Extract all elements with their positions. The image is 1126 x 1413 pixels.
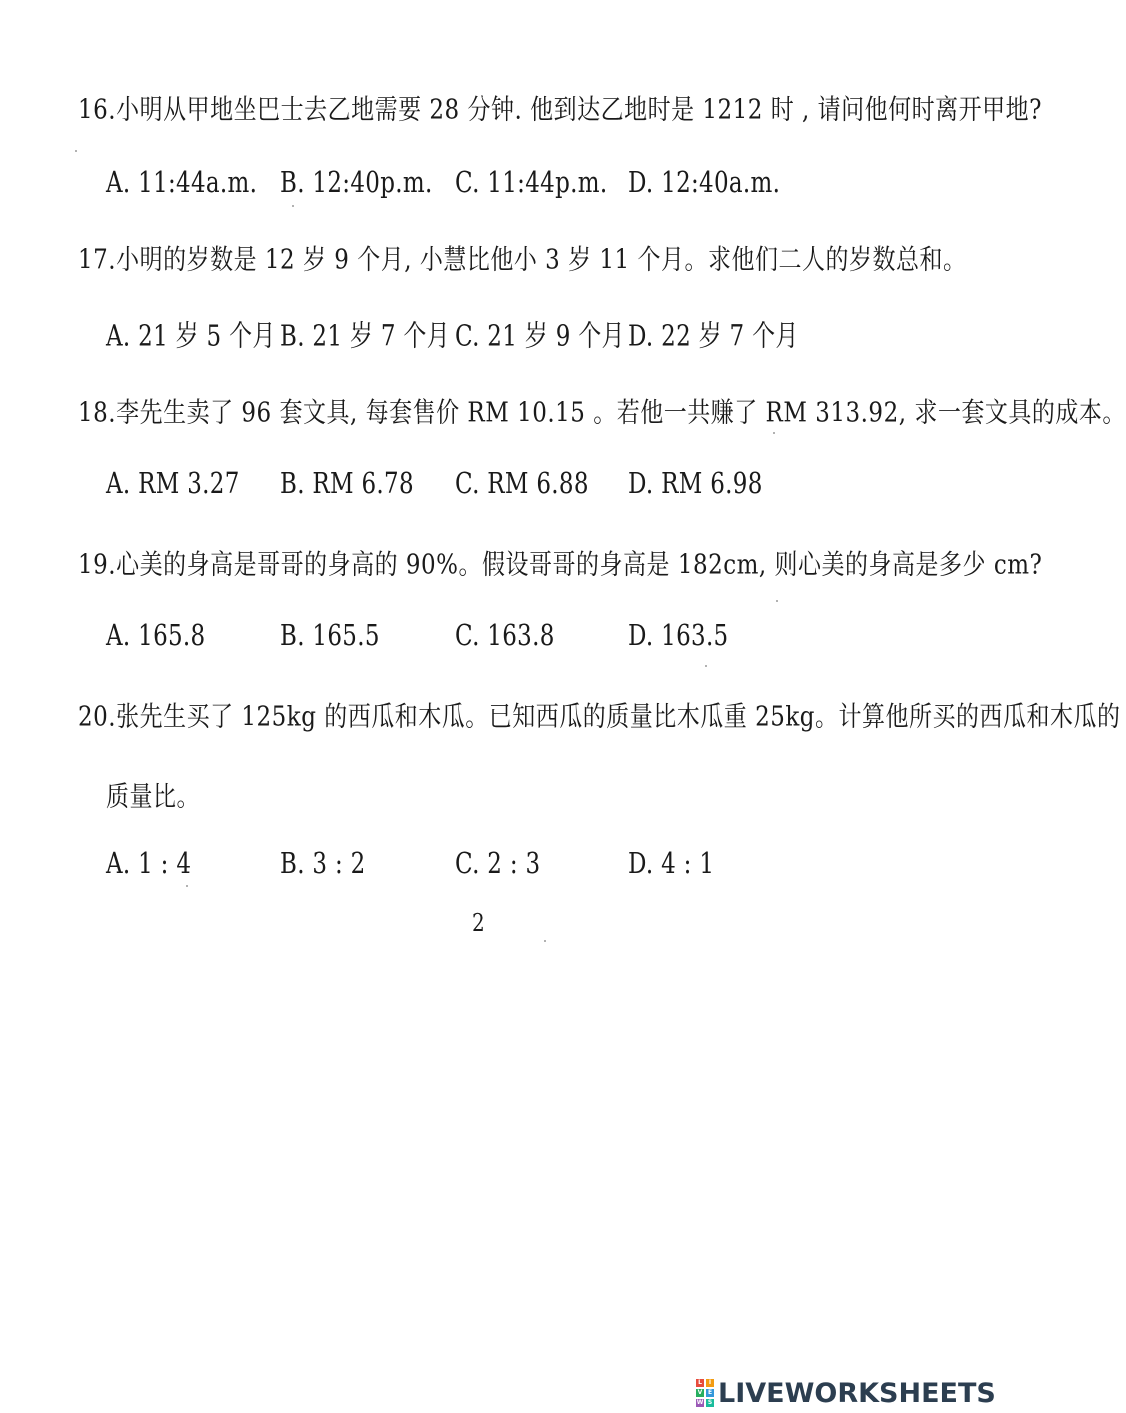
question-20-continuation: 质量比。 (106, 782, 200, 813)
question-number: 16. (78, 95, 117, 126)
question-text: 小明的岁数是 12 岁 9 个月, 小慧比他小 3 岁 11 个月。求他们二人的岁数总和。 (116, 245, 967, 276)
option-18-a: A. RM 3.27 (106, 468, 240, 501)
option-18-b: B. RM 6.78 (280, 468, 414, 501)
option-16-d: D. 12:40a.m. (628, 167, 781, 200)
logo-letter: E (707, 1389, 713, 1396)
option-17-a: A. 21 岁 5 个月 (106, 320, 276, 353)
option-16-c: C. 11:44p.m. (455, 167, 608, 200)
question-20 (78, 695, 1121, 734)
option-17-c: C. 21 岁 9 个月 (455, 320, 625, 353)
option-16-b: B. 12:40p.m. (280, 167, 433, 200)
option-17-d: D. 22 岁 7 个月 (628, 320, 799, 353)
question-18 (78, 391, 1126, 430)
option-19-b: B. 165.5 (280, 620, 380, 653)
logo-letter: I (706, 1379, 714, 1387)
scan-speck (292, 205, 294, 207)
option-20-b: B. 3 : 2 (280, 848, 366, 881)
question-text: 张先生买了 125kg 的西瓜和木瓜。已知西瓜的质量比木瓜重 25kg。计算他所买的西瓜和木瓜的 (116, 702, 1121, 733)
option-20-c: C. 2 : 3 (455, 848, 541, 881)
scan-speck (705, 665, 707, 667)
option-20-d: D. 4 : 1 (628, 848, 715, 881)
page-number: 2 (472, 908, 485, 937)
brand-name: LIVEWORKSHEETS (718, 1377, 996, 1409)
option-18-d: D. RM 6.98 (628, 468, 763, 501)
logo-letter: V (697, 1389, 703, 1396)
question-text: 小明从甲地坐巴士去乙地需要 28 分钟. 他到达乙地时是 1212 时 , 请问他何时离开甲地? (116, 95, 1043, 126)
logo-letter: S (707, 1399, 713, 1406)
question-17 (78, 238, 967, 277)
scan-speck (773, 432, 775, 434)
liveworksheets-logo-icon (696, 1379, 714, 1407)
scan-speck (186, 885, 188, 887)
option-19-c: C. 163.8 (455, 620, 555, 653)
question-number: 19. (78, 550, 117, 581)
option-19-d: D. 163.5 (628, 620, 729, 653)
question-number: 20. (78, 702, 117, 733)
question-number: 18. (78, 398, 117, 429)
option-18-c: C. RM 6.88 (455, 468, 589, 501)
logo-letter: W (696, 1399, 704, 1406)
logo-letter: L (696, 1379, 704, 1387)
option-16-a: A. 11:44a.m. (106, 167, 258, 200)
scan-speck (776, 600, 778, 602)
option-17-b: B. 21 岁 7 个月 (280, 320, 450, 353)
liveworksheets-brand (696, 1378, 996, 1408)
question-text: 李先生卖了 96 套文具, 每套售价 RM 10.15 。若他一共赚了 RM 313.92, 求一套文具的成本。 (116, 398, 1126, 429)
option-20-a: A. 1 : 4 (106, 848, 192, 881)
question-19 (78, 543, 1042, 582)
option-19-a: A. 165.8 (106, 620, 206, 653)
scan-speck (544, 940, 546, 942)
scan-speck (75, 150, 77, 152)
question-16 (78, 88, 1042, 127)
question-text: 心美的身高是哥哥的身高的 90%。假设哥哥的身高是 182cm, 则心美的身高是多少 cm? (116, 550, 1043, 581)
question-number: 17. (78, 245, 117, 276)
